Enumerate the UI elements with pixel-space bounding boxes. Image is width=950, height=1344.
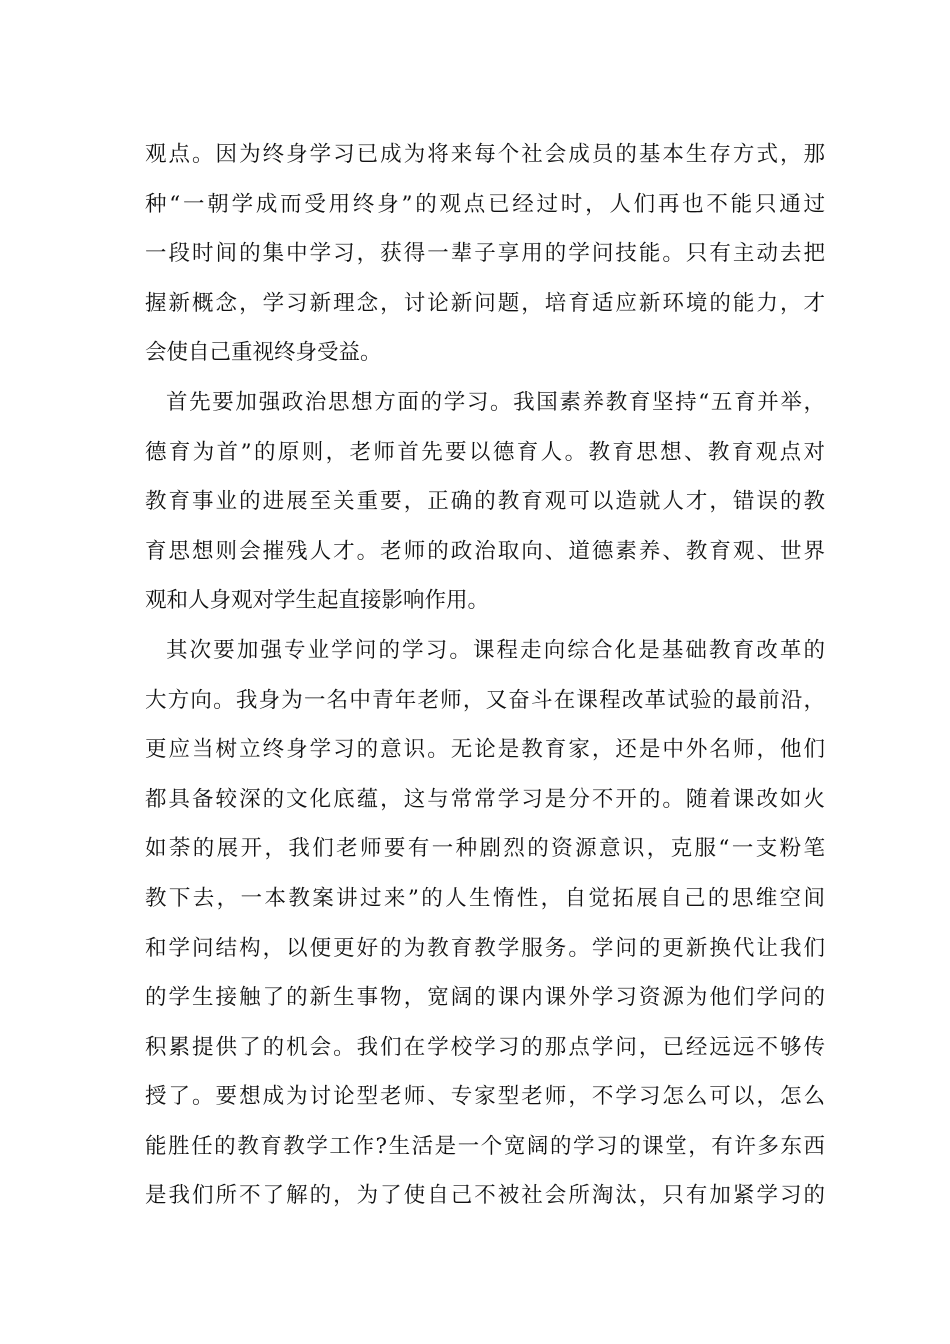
text-line: 教育事业的进展至关重要，正确的教育观可以造就人才，错误的教 [145,489,825,515]
text-line: 和学问结构，以便更好的为教育教学服务。学问的更新换代让我们 [145,935,825,961]
text-line: 授了。要想成为讨论型老师、专家型老师，不学习怎么可以，怎么 [145,1084,825,1110]
text-line: 育思想则会摧残人才。老师的政治取向、道德素养、教育观、世界 [145,538,825,564]
text-line: 更应当树立终身学习的意识。无论是教育家，还是中外名师，他们 [145,737,825,763]
paragraph-end-line: 会使自己重视终身受益。 [145,340,382,366]
paragraph-first-line: 其次要加强专业学问的学习。课程走向综合化是基础教育改革的 [166,637,825,663]
text-line: 积累提供了的机会。我们在学校学习的那点学问，已经远远不够传 [145,1034,825,1060]
body-text [145,130,825,1221]
text-line: 教下去，一本教案讲过来”的人生惰性，自觉拓展自己的思维空间 [145,885,825,911]
text-line: 的学生接触了的新生事物，宽阔的课内课外学习资源为他们学问的 [145,985,825,1011]
text-line: 都具备较深的文化底蕴，这与常常学习是分不开的。随着课改如火 [145,786,825,812]
text-line: 如荼的展开，我们老师要有一种剧烈的资源意识，克服“一支粉笔 [145,836,825,862]
text-line: 观点。因为终身学习已成为将来每个社会成员的基本生存方式，那 [145,142,825,167]
text-line: 是我们所不了解的，为了使自己不被社会所淘汰，只有加紧学习的 [145,1183,825,1209]
text-line: 握新概念，学习新理念，讨论新问题，培育适应新环境的能力，才 [145,290,825,316]
paragraph-end-line: 观和人身观对学生起直接影响作用。 [145,588,490,614]
text-line: 种“一朝学成而受用终身”的观点已经过时，人们再也不能只通过 [145,191,825,217]
text-line: 德育为首”的原则，老师首先要以德育人。教育思想、教育观点对 [145,439,825,465]
text-line: 一段时间的集中学习，获得一辈子享用的学问技能。只有主动去把 [145,241,825,267]
text-line: 能胜任的教育教学工作?生活是一个宽阔的学习的课堂，有许多东西 [145,1133,825,1159]
text-line: 大方向。我身为一名中青年老师，又奋斗在课程改革试验的最前沿， [145,687,825,713]
paragraph-first-line: 首先要加强政治思想方面的学习。我国素养教育坚持“五育并举， [166,389,825,415]
